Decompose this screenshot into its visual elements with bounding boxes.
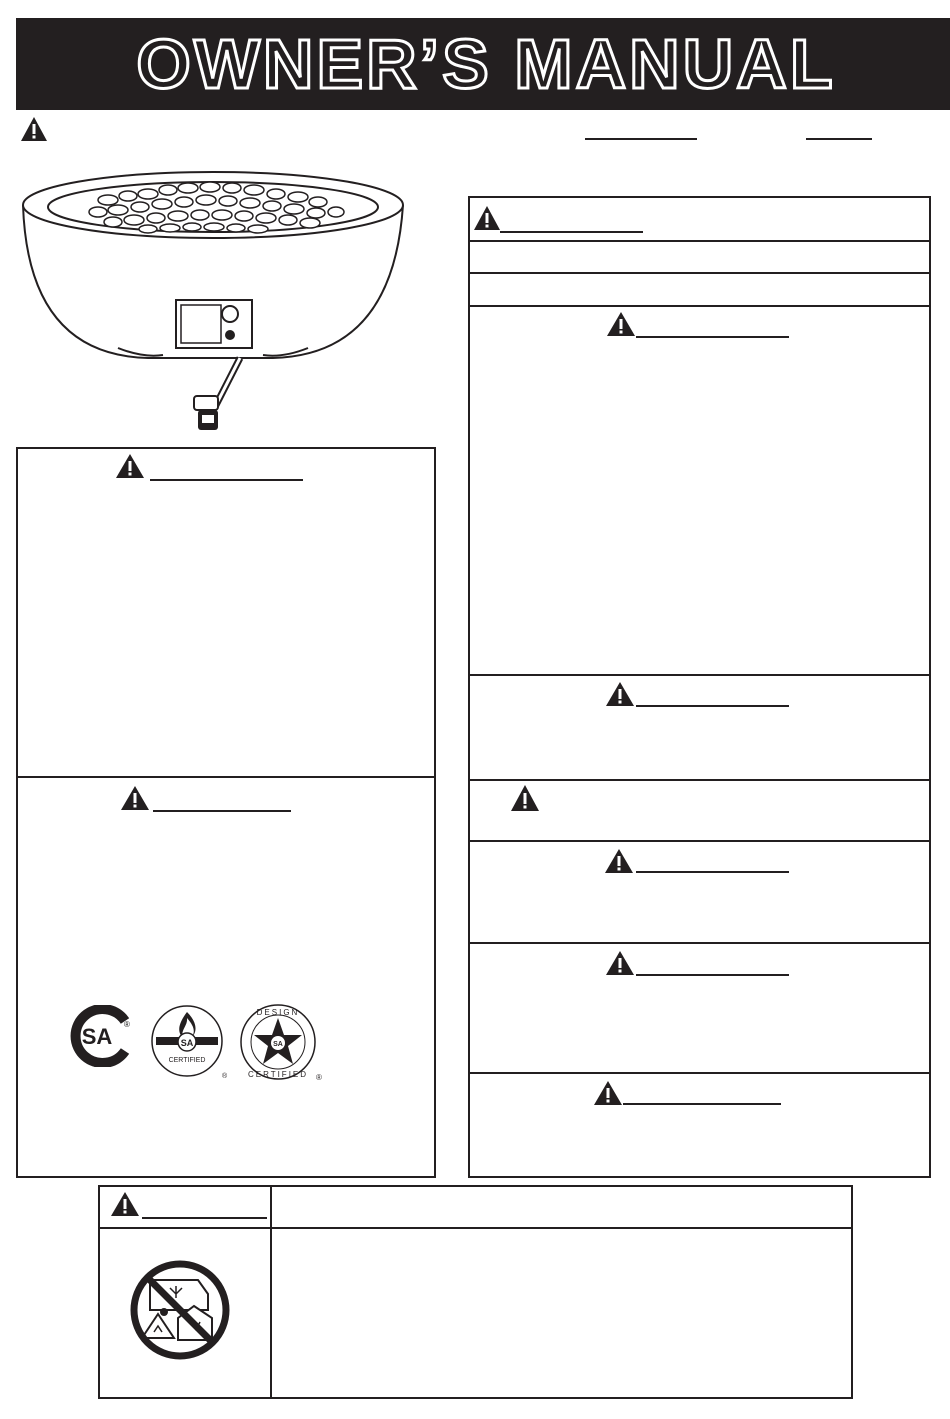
registered-mark: ® [222,1073,228,1080]
divider [16,776,436,778]
warning-triangle-icon [473,205,501,231]
csa-certification-logo [70,1005,132,1067]
divider [468,779,931,781]
no-indoor-use-prohibition-icon [128,1258,232,1362]
warning-triangle-icon [605,681,635,707]
flame-badge-text: CERTIFIED [168,1057,206,1064]
heading-underline [500,231,643,233]
registered-mark: ® [124,1020,130,1029]
svg-text:SA: SA [273,1041,283,1048]
heading-underline [636,871,789,873]
svg-text:SA: SA [180,1038,194,1048]
blank-line [585,138,697,140]
heading-underline [150,479,303,481]
design-certified-star-logo [238,1004,324,1082]
heading-underline [623,1103,781,1105]
warning-triangle-icon [110,1191,140,1217]
divider [468,272,931,274]
heading-underline [153,810,291,812]
divider [468,240,931,242]
divider [468,942,931,944]
title-banner [16,18,950,110]
star-badge-bottom-text: CERTIFIED [247,1070,309,1079]
heading-underline [142,1217,267,1219]
divider [468,1072,931,1074]
star-badge-top-text: DESIGN [256,1008,300,1017]
blank-line [806,138,872,140]
csa-certified-flame-logo [150,1004,230,1080]
table-row-divider [98,1227,853,1229]
fire-pit-illustration [18,160,408,440]
warning-panel-right [468,196,931,1178]
page-title: OWNER’S MANUAL [136,25,836,103]
warning-triangle-icon [120,785,150,811]
warning-triangle-icon [115,453,145,479]
warning-triangle-icon [605,950,635,976]
warning-triangle-icon [20,116,48,142]
divider [468,674,931,676]
registered-mark: ® [316,1073,322,1082]
svg-text:SA: SA [81,1024,113,1049]
heading-underline [636,974,789,976]
heading-underline [636,705,789,707]
table-column-divider [270,1185,272,1399]
heading-underline [636,336,789,338]
divider [468,305,931,307]
warning-triangle-icon [604,848,634,874]
warning-triangle-icon [606,311,636,337]
divider [468,840,931,842]
warning-triangle-icon [593,1080,623,1106]
warning-triangle-icon [510,784,540,812]
